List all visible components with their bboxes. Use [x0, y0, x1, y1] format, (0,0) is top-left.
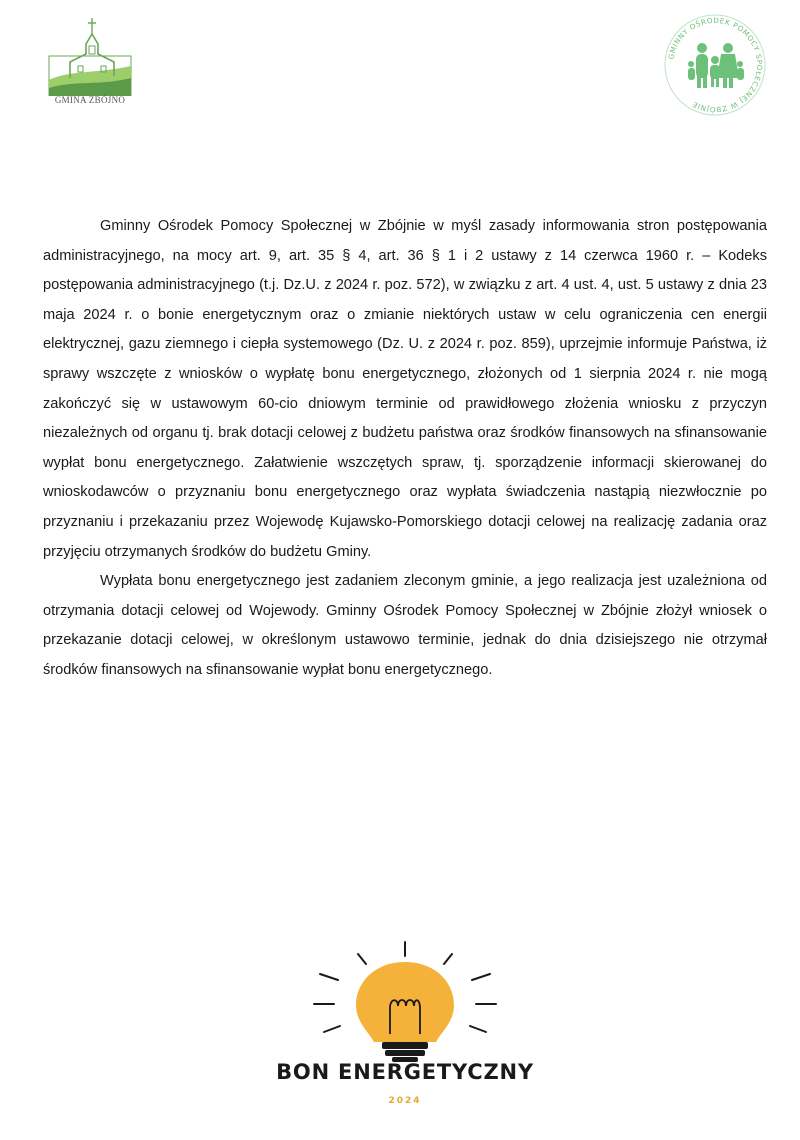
- lightbulb-icon: [240, 938, 570, 1063]
- gops-ring-text: GMINNY OŚRODEK POMOCY SPOŁECZNEJ W ZBÓJNIE: [666, 15, 765, 115]
- paragraph-1: Gminny Ośrodek Pomocy Społecznej w Zbójnie w myśl zasady informowania stron postępowania administracyjnego, na mocy art. 9, art. 35 § 4, art. 36 § 1 i 2 ustawy z 14 czerwca 1960 r. – Kodeks postępowania administracyjnego (t.j. Dz.U. z 2024 r. poz. 572), w związku z art. 4 ust. 4, ust. 5 ustawy z dnia 23 maja 2024 r. o bonie energetycznym oraz o zmianie niektórych ustaw w celu ograniczenia cen energii elektrycznej, gazu ziemnego i ciepła systemowego (Dz. U. z 2024 r. poz. 859), uprzejmie informuje Państwa, iż sprawy wszczęte z wniosków o wypłatę bonu energetycznego, złożonych od 1 sierpnia 2024 r. nie mogą zakończyć się w ustawowym 60-cio dniowym terminie od prawidłowego złożenia wniosku z przyczyn niezależnych od organu tj. brak dotacji celowej z budżetu państwa oraz środków finansowych na sfinansowanie wypłat bonu energetycznego. Załatwienie wszczętych spraw, tj. sporządzenie informacji skierowanej do wnioskodawców o przyznaniu bonu energetycznego oraz wypłata świadczenia nastąpią niezwłocznie po przyznaniu i przekazaniu przez Wojewodę Kujawsko-Pomorskiego dotacji celowej na realizację zadania oraz przyjęciu otrzymanych środków do budżetu Gminy.: [43, 218, 767, 560]
- bon-energetyczny-year: 2024: [388, 1096, 422, 1106]
- paragraph-2: Wypłata bonu energetycznego jest zadaniem zleconym gminie, a jego realizacja jest uzależniona od otrzymania dotacji celowej od Wojewody. Gminny Ośrodek Pomocy Społecznej w Zbójnie złożył wniosek o przekazanie dotacji celowej, w określonym ustawowo terminie, jednak do dnia dzisiejszego nie otrzymał środków finansowych na sfinansowanie wypłat bonu energetycznego.: [43, 573, 767, 678]
- gops-logo: [660, 10, 770, 120]
- gops-logo-graphic: [660, 10, 770, 120]
- bon-energetyczny-logo: [240, 938, 570, 1138]
- gmina-zbojno-logo: [40, 12, 140, 112]
- gmina-logo-caption: GMINA ZBÓJNO: [54, 95, 126, 105]
- gmina-crest-church-icon: [40, 12, 140, 96]
- family-people-icon: [688, 43, 744, 88]
- document-body: [43, 212, 767, 686]
- bon-energetyczny-title: BON ENERGETYCZNY: [276, 1060, 534, 1084]
